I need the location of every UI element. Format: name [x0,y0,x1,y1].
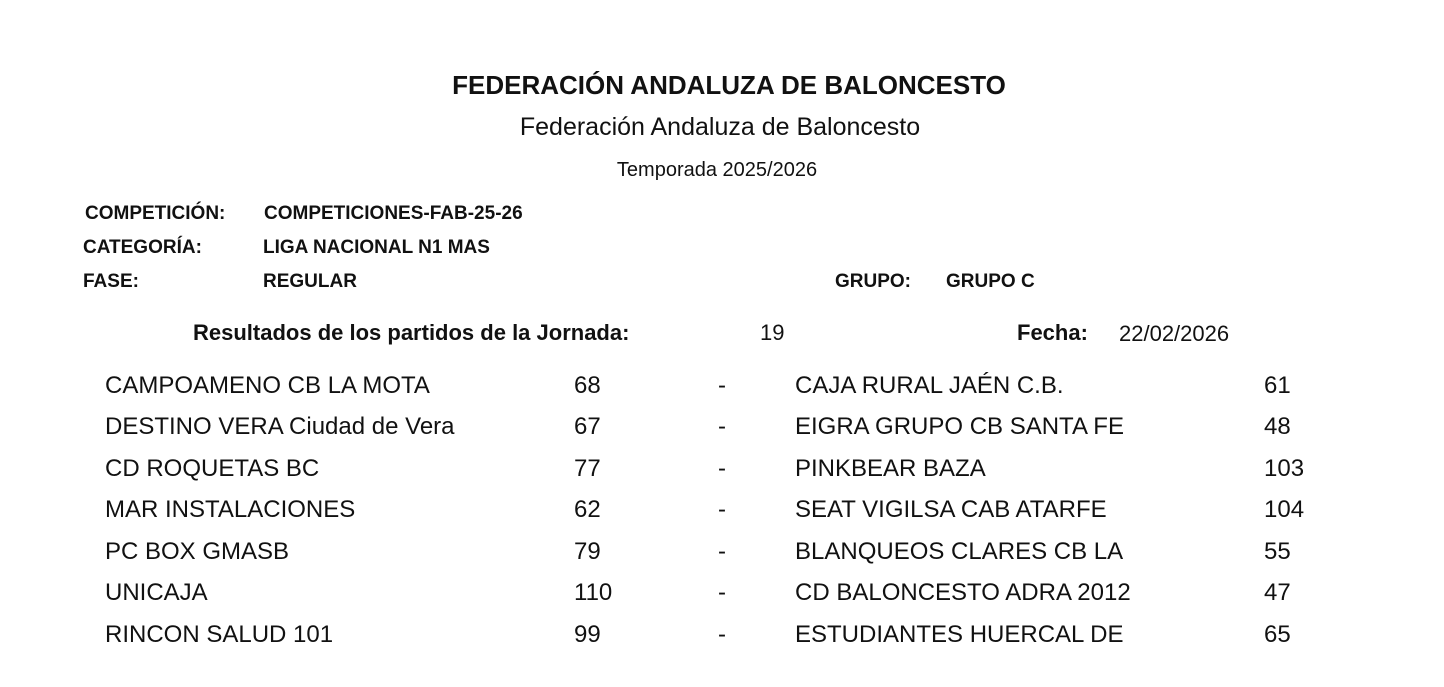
date-value: 22/02/2026 [1119,321,1230,346]
away-team: EIGRA GRUPO CB SANTA FE [795,413,1124,440]
score-separator: - [718,413,726,440]
round-label: Resultados de los partidos de la Jornada: [193,320,630,345]
away-team: ESTUDIANTES HUERCAL DE [795,621,1124,648]
home-team: CD ROQUETAS BC [105,455,320,482]
phase-label: FASE: [83,271,139,292]
score-separator: - [718,372,726,399]
score-separator: - [718,538,726,565]
group-value: GRUPO C [946,271,1035,292]
home-score: 62 [574,496,601,523]
score-separator: - [718,455,726,482]
competition-value: COMPETICIONES-FAB-25-26 [264,203,523,224]
home-team: UNICAJA [105,579,208,606]
table-row [0,413,1444,454]
document-subtitle: Federación Andaluza de Baloncesto [519,113,921,141]
home-team: CAMPOAMENO CB LA MOTA [105,372,430,399]
date-label: Fecha: [1017,320,1088,345]
table-row [0,621,1444,662]
home-score: 67 [574,413,601,440]
away-team: BLANQUEOS CLARES CB LA [795,538,1124,565]
away-team: CAJA RURAL JAÉN C.B. [795,372,1064,399]
competition-label: COMPETICIÓN: [85,203,226,224]
home-score: 77 [574,455,601,482]
season-label: Temporada 2025/2026 [616,159,818,181]
home-score: 110 [574,579,613,606]
away-score: 47 [1264,579,1291,606]
group-label: GRUPO: [835,271,911,292]
home-score: 79 [574,538,601,565]
document-title: FEDERACIÓN ANDALUZA DE BALONCESTO [452,70,1006,100]
table-row [0,538,1444,579]
category-value: LIGA NACIONAL N1 MAS [263,237,490,258]
round-number: 19 [760,320,785,345]
home-score: 99 [574,621,601,648]
away-team: CD BALONCESTO ADRA 2012 [795,579,1131,606]
away-score: 48 [1264,413,1291,440]
table-row [0,579,1444,620]
away-score: 104 [1264,496,1305,523]
table-row [0,372,1444,413]
away-team: SEAT VIGILSA CAB ATARFE [795,496,1107,523]
home-team: MAR INSTALACIONES [105,496,356,523]
table-row [0,455,1444,496]
away-team: PINKBEAR BAZA [795,455,986,482]
away-score: 103 [1264,455,1305,482]
home-team: PC BOX GMASB [105,538,290,565]
score-separator: - [718,496,726,523]
home-team: DESTINO VERA Ciudad de Vera [105,413,455,440]
home-score: 68 [574,372,601,399]
phase-value: REGULAR [263,271,357,292]
away-score: 65 [1264,621,1291,648]
away-score: 61 [1264,372,1291,399]
away-score: 55 [1264,538,1291,565]
table-row [0,496,1444,537]
category-label: CATEGORÍA: [83,237,202,258]
score-separator: - [718,579,726,606]
home-team: RINCON SALUD 101 [105,621,334,648]
score-separator: - [718,621,726,648]
